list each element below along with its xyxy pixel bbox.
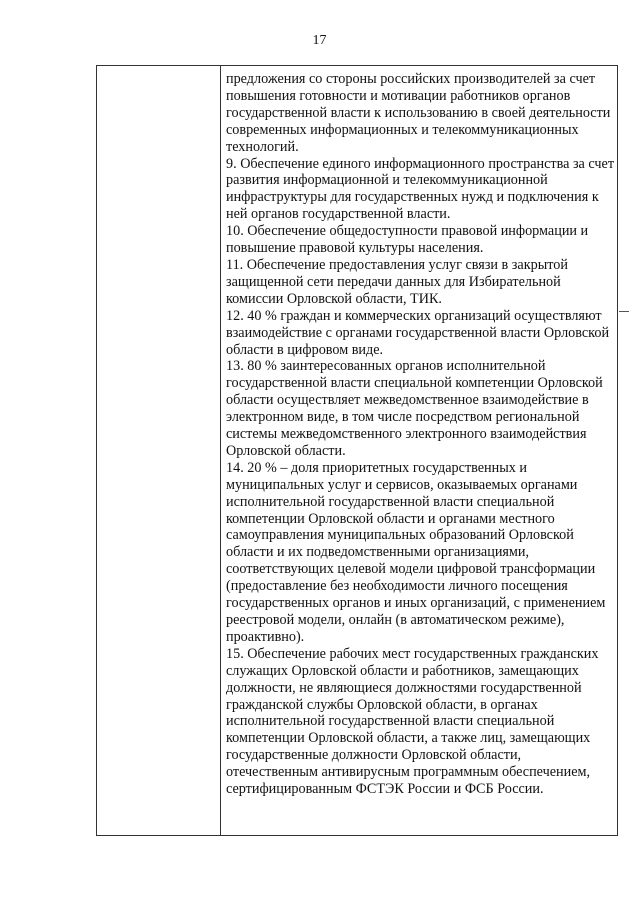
- table-right-cell: [221, 66, 617, 835]
- page-number: 17: [312, 33, 327, 48]
- margin-mark: [619, 311, 629, 312]
- paragraph-item-15: 15. Обеспечение рабочих мест государственных гражданских служащих Орловской области и работников, замещающих должности, не являющиеся должностями государственной гражданской службы Орловской области, в органах исполнительной государственной власти специальной компетенции Орловской области, а также лиц, замещающих государственные должности Орловской области, отечественным антивирусным программным обеспечением, сертифицированным ФСТЭК России и ФСБ России.: [226, 645, 599, 798]
- paragraph-continuation: предложения со стороны российских производителей за счет повышения готовности и мотивации работников органов государственной власти к использованию в своей деятельности современных информационных и телекоммуникационных технологий.: [226, 71, 611, 155]
- paragraph-item-10: 10. Обеспечение общедоступности правовой информации и повышение правовой культуры населения.: [226, 223, 589, 257]
- paragraph-item-14: 14. 20 % – доля приоритетных государственных и муниципальных услуг и сервисов, оказываемых органами исполнительной государственной власти специальной компетенции Орловской области и органами местного самоуправления муниципальных образований Орловской области и их подведомственными организациями, соответствующих целевой модели цифровой трансформации (предоставление без необходимости личного посещения государственных органов и иных организаций, с применением реестровой модели, онлайн (в автоматическом режиме), проактивно).: [226, 459, 606, 645]
- paragraph-item-11: 11. Обеспечение предоставления услуг связи в закрытой защищенной сети передачи данных для Избирательной комиссии Орловской области, ТИК.: [226, 256, 568, 307]
- content-table: [96, 65, 618, 836]
- paragraph-item-13: 13. 80 % заинтересованных органов исполнительной государственной власти специальной компетенции Орловской области осуществляет межведомственное взаимодействие в электронном виде, в том числе посредством региональной системы межведомственного электронного взаимодействия Орловской области.: [226, 358, 603, 459]
- paragraph-item-9: 9. Обеспечение единого информационного пространства за счет развития информационной и телекоммуникационной инфраструктуры для государственных нужд и подключения к ней органов государственной власти.: [226, 155, 615, 223]
- table-left-cell: [97, 66, 221, 835]
- paragraph-item-12: 12. 40 % граждан и коммерческих организаций осуществляют взаимодействие с органами государственной власти Орловской области в цифровом виде.: [226, 307, 610, 358]
